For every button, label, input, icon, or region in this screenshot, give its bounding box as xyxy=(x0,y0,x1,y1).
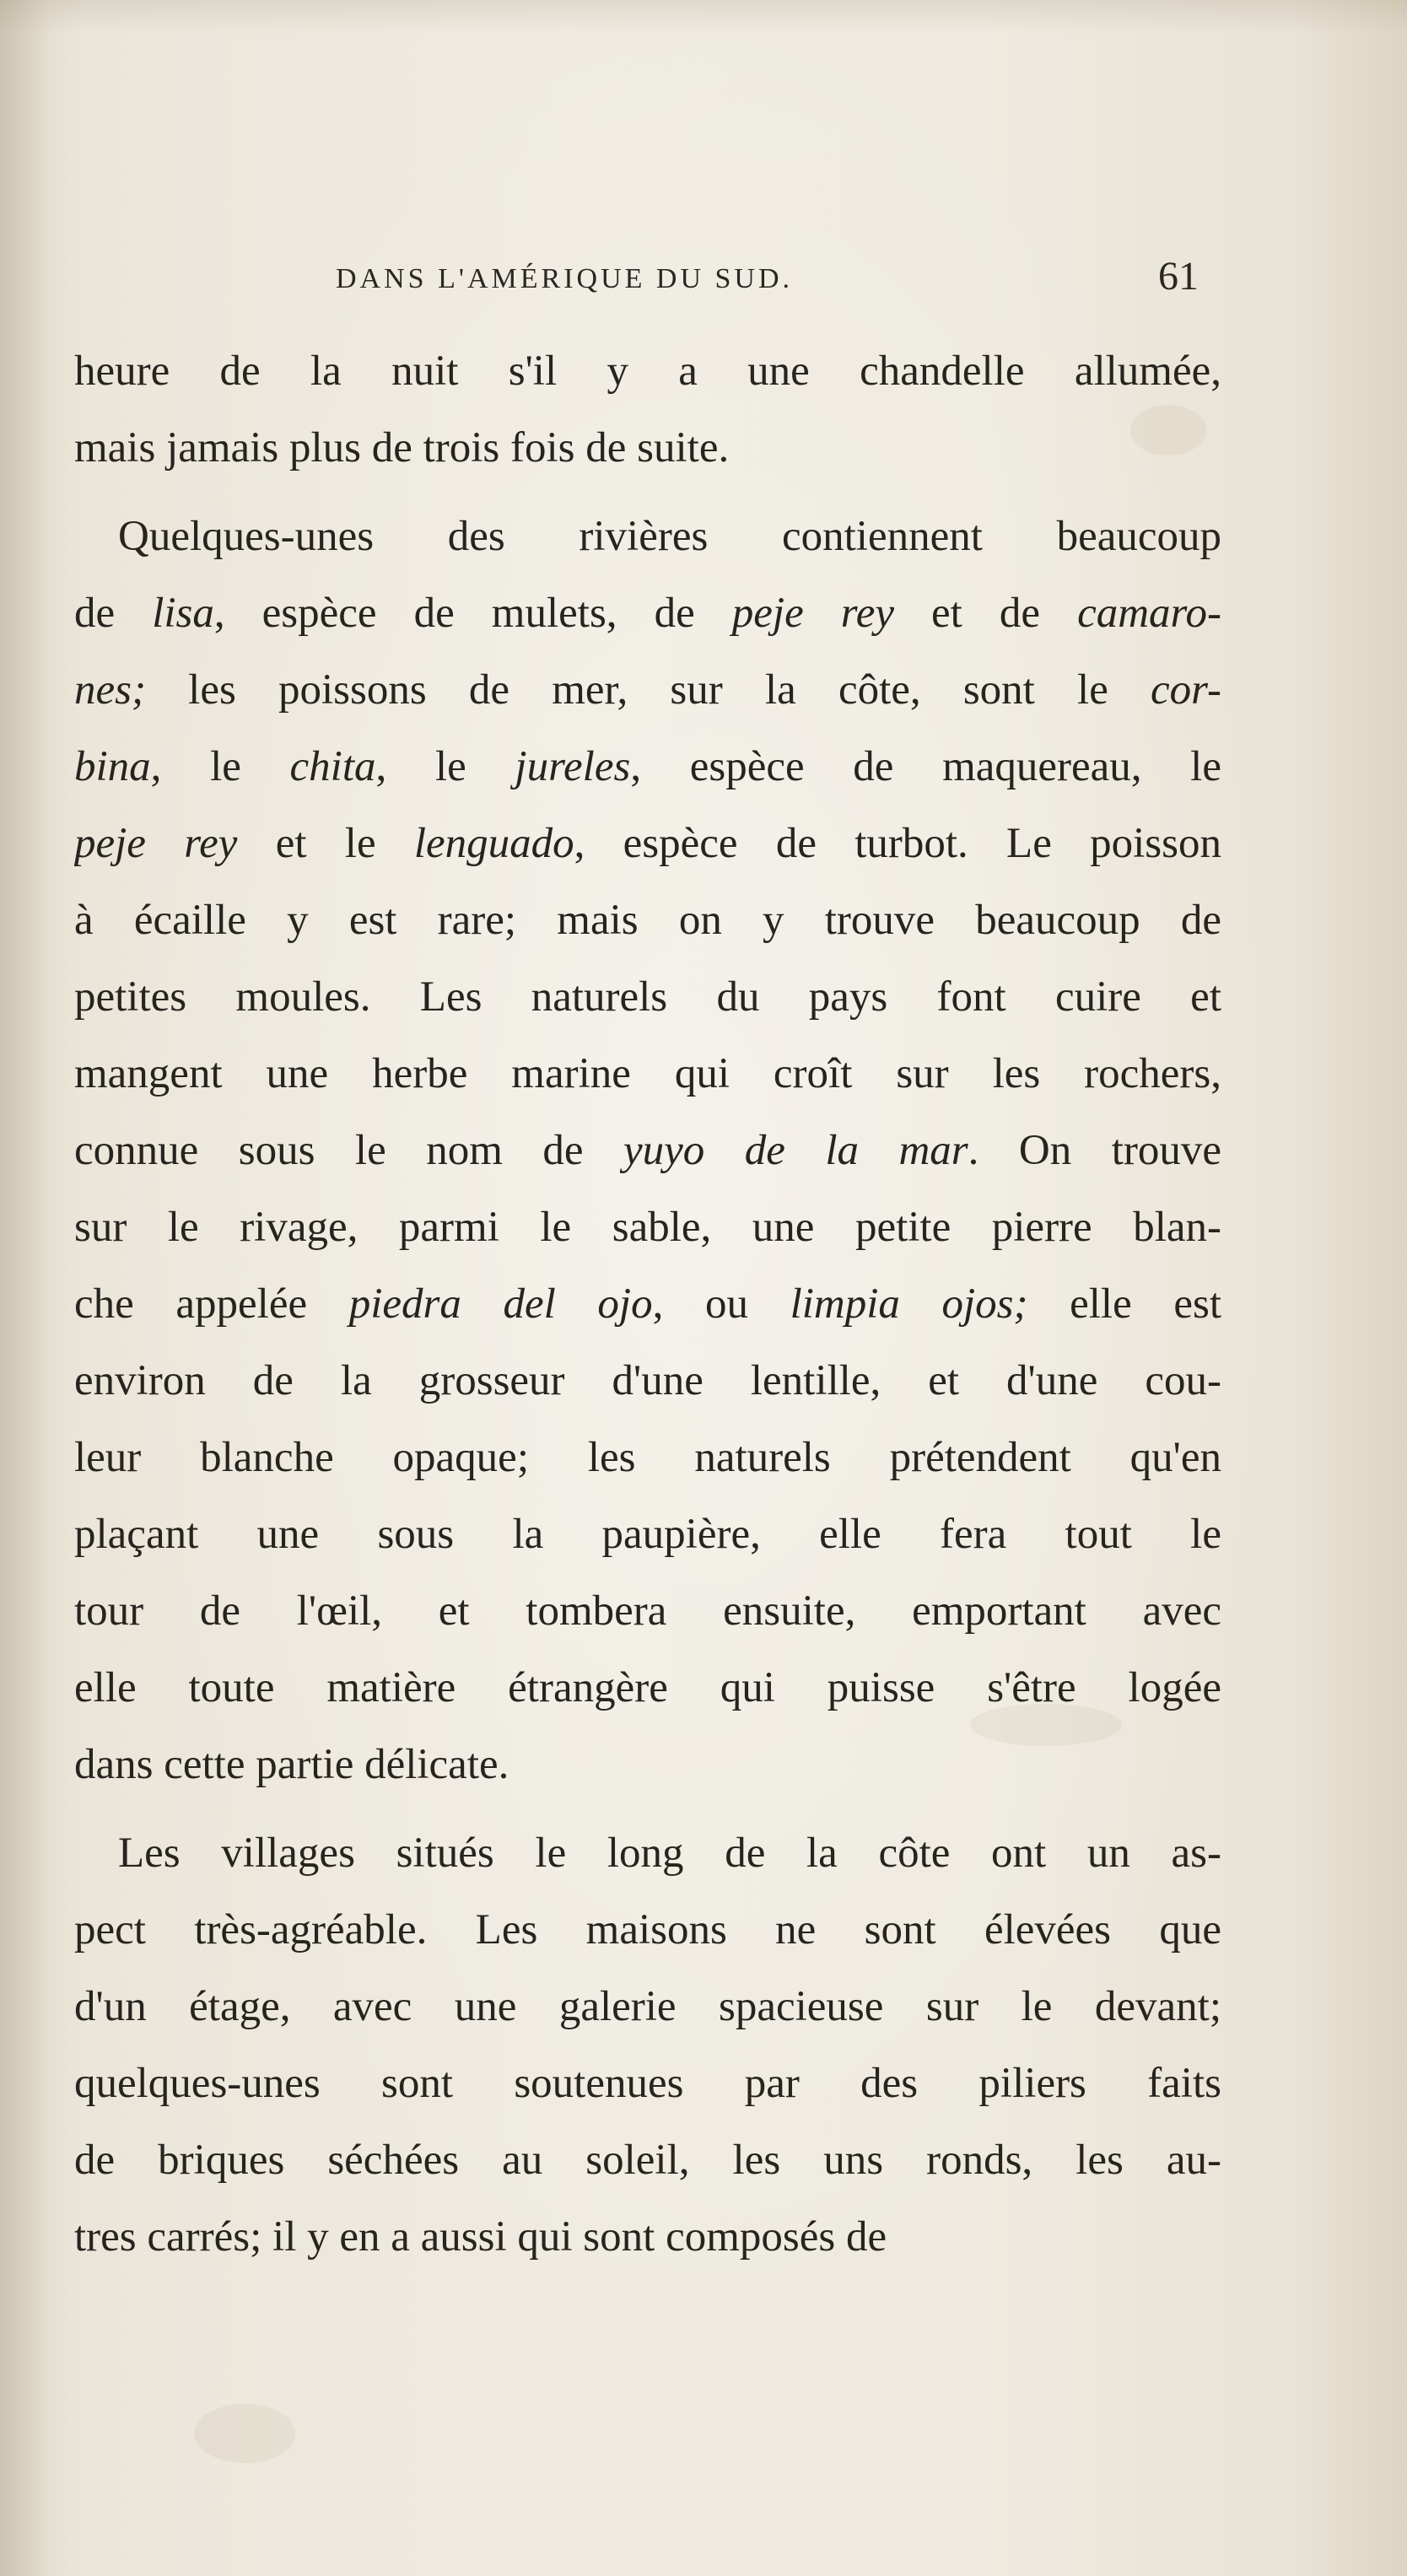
text-line xyxy=(74,652,1221,729)
italic-term: peje rey xyxy=(731,590,894,637)
text-line xyxy=(74,1727,1221,1803)
text-run: plaçant une sous la paupière, elle fera tout le xyxy=(74,1511,1221,1558)
text-run: tres carrés; il y en a aussi qui sont composés de xyxy=(74,2213,887,2261)
paragraph xyxy=(74,1815,1221,2276)
text-line xyxy=(74,1113,1221,1189)
text-run: , espèce de mulets, de xyxy=(213,590,732,637)
italic-term: lisa xyxy=(152,590,214,637)
text-run: , ou xyxy=(652,1280,790,1328)
text-line xyxy=(74,1573,1221,1650)
text-line xyxy=(74,1266,1221,1343)
text-run: pect très-agréable. Les maisons ne sont élevées que xyxy=(74,1906,1221,1954)
text-run: petites moules. Les naturels du pays font cuire et xyxy=(74,973,1221,1021)
text-run: Quelques-unes des rivières contiennent beaucoup xyxy=(118,513,1221,560)
text-line xyxy=(74,1496,1221,1573)
text-run: , espèce de turbot. Le poisson xyxy=(574,820,1221,867)
text-run: les poissons de mer, sur la côte, sont le xyxy=(145,666,1151,714)
text-line xyxy=(74,333,1221,410)
italic-term: bina xyxy=(74,743,151,790)
text-line xyxy=(74,1815,1221,1892)
text-line xyxy=(74,410,1221,487)
text-line xyxy=(74,1420,1221,1496)
text-run: connue sous le nom de xyxy=(74,1127,623,1174)
paragraph-gap xyxy=(74,487,1221,498)
text-run: mais jamais plus de trois fois de suite. xyxy=(74,424,730,472)
text-line xyxy=(74,575,1221,652)
text-run: , espèce de maquereau, le xyxy=(630,743,1221,790)
text-run: à écaille y est rare; mais on y trouve beaucoup de xyxy=(74,897,1221,944)
running-title: DANS L'AMÉRIQUE DU SUD. xyxy=(336,263,794,294)
text-line xyxy=(74,2045,1221,2122)
italic-term: nes; xyxy=(74,666,146,714)
text-line xyxy=(74,1189,1221,1266)
text-run: , le xyxy=(375,743,515,790)
text-line xyxy=(74,729,1221,806)
text-run: tour de l'œil, et tombera ensuite, emportant avec xyxy=(74,1587,1221,1635)
text-run: et de xyxy=(894,590,1078,637)
text-run: d'un étage, avec une galerie spacieuse sur le devant; xyxy=(74,1983,1221,2030)
text-run: environ de la grosseur d'une lentille, et d'une cou- xyxy=(74,1357,1221,1404)
italic-term: jureles xyxy=(515,743,631,790)
text-run: mangent une herbe marine qui croît sur les rochers, xyxy=(74,1050,1221,1097)
text-line xyxy=(74,1036,1221,1113)
text-line xyxy=(74,959,1221,1036)
text-run: sur le rivage, parmi le sable, une petite pierre blan- xyxy=(74,1204,1221,1251)
body-text xyxy=(74,333,1221,2276)
italic-term: piedra del ojo xyxy=(348,1280,653,1328)
paper-stain xyxy=(194,2404,295,2463)
text-line xyxy=(74,2122,1221,2199)
page-number: 61 xyxy=(1158,254,1199,299)
text-run: dans cette partie délicate. xyxy=(74,1741,509,1788)
text-run: elle est xyxy=(1027,1280,1221,1328)
text-line xyxy=(74,806,1221,882)
text-run: quelques-unes sont soutenues par des piliers faits xyxy=(74,2060,1221,2107)
italic-term: yuyo de la mar xyxy=(623,1127,968,1174)
italic-term: cor- xyxy=(1151,666,1221,714)
italic-term: camaro- xyxy=(1077,590,1221,637)
paragraph xyxy=(74,333,1221,487)
italic-term: peje rey xyxy=(74,820,238,867)
paragraph-gap xyxy=(74,1803,1221,1815)
text-run: heure de la nuit s'il y a une chandelle allumée, xyxy=(74,348,1221,395)
page-spine-shadow xyxy=(0,0,51,2576)
paragraph xyxy=(74,498,1221,1803)
italic-term: lenguado xyxy=(413,820,574,867)
text-line xyxy=(74,498,1221,575)
text-run: elle toute matière étrangère qui puisse s'être logée xyxy=(74,1664,1221,1711)
text-run: che appelée xyxy=(74,1280,349,1328)
text-line xyxy=(74,1892,1221,1969)
italic-term: limpia ojos; xyxy=(790,1280,1028,1328)
text-line xyxy=(74,882,1221,959)
page-top-edge xyxy=(0,0,1407,34)
italic-term: chita xyxy=(289,743,376,790)
text-line xyxy=(74,1969,1221,2045)
text-run: Les villages situés le long de la côte ont un as- xyxy=(118,1830,1221,1877)
text-line xyxy=(74,2199,1221,2276)
text-run: de briques séchées au soleil, les uns ronds, les au- xyxy=(74,2137,1221,2184)
text-run: et le xyxy=(237,820,414,867)
text-run: leur blanche opaque; les naturels prétendent qu'en xyxy=(74,1434,1221,1481)
text-run: , le xyxy=(150,743,290,790)
running-header xyxy=(74,253,1221,312)
text-run: de xyxy=(74,590,153,637)
text-run: . On trouve xyxy=(968,1127,1221,1174)
text-line xyxy=(74,1650,1221,1727)
text-line xyxy=(74,1343,1221,1420)
